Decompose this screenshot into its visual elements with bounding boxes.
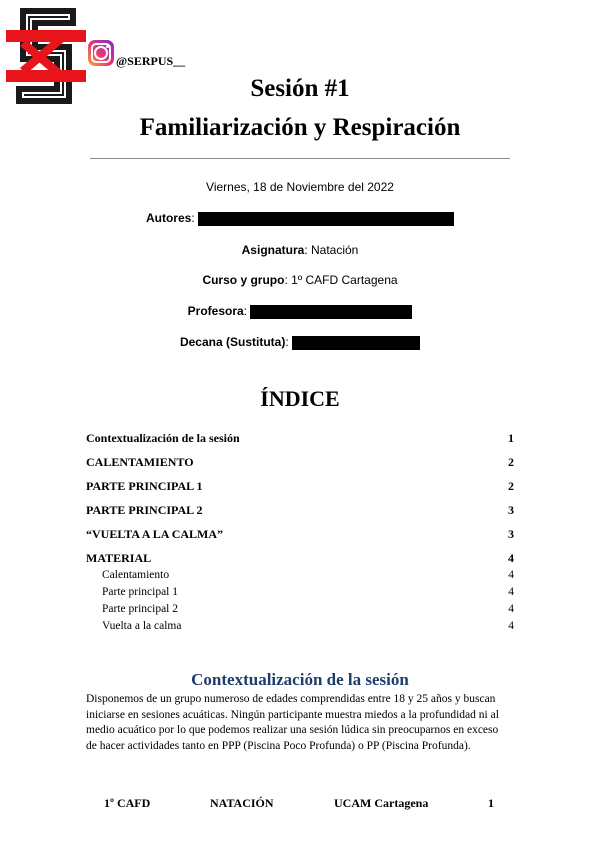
redacted-profesora [250,305,412,319]
footer-institution: UCAM Cartagena [334,796,429,810]
session-subtitle: Familiarización y Respiración [139,114,461,141]
toc-subentry[interactable]: Vuelta a la calma 4 [102,620,514,632]
title-divider [90,158,510,159]
section-body: Disponemos de un grupo numeroso de edades comprendidas entre 18 y 25 años y buscan iniciarse en sesiones acuáticas. Ningún participante muestra miedos a la profundidad ni al medio acuático por lo que podemos realizar una sesión lúdica sin preocuparnos en exceso de hacer actividades tanto en PPP (Piscina Poco Profunda) o PP (Piscina Profunda). [86,693,499,752]
instagram-handle: @SERPUS__ [116,54,186,68]
profesora-label: Profesora [187,304,244,318]
asignatura-value: : Natación [304,243,359,257]
toc-subentry[interactable]: Calentamiento 4 [102,569,514,581]
section-title: Contextualización de la sesión [191,670,409,689]
curso-value: : 1º CAFD Cartagena [284,273,398,287]
session-title: Sesión #1 [250,75,350,102]
toc-entry[interactable]: MATERIAL 4 [86,551,514,565]
toc-subentry[interactable]: Parte principal 1 4 [102,586,514,598]
toc-entry[interactable]: PARTE PRINCIPAL 1 2 [86,479,514,493]
toc-subentry[interactable]: Parte principal 2 4 [102,603,514,615]
redacted-autores [198,212,454,226]
redacted-decana [292,336,420,350]
autores-label: Autores [145,211,192,225]
decana-line: Decana (Sustituta): [0,335,600,350]
curso-line [0,273,600,287]
toc-entry[interactable]: Contextualización de la sesión 1 [86,431,514,445]
footer-course: 1º CAFD [104,796,151,810]
instagram-icon [88,40,114,66]
asignatura-label: Asignatura [241,243,305,257]
date-line: Viernes, 18 de Noviembre del 2022 [206,180,394,194]
toc-entry[interactable]: CALENTAMIENTO 2 [86,455,514,469]
toc-entry[interactable]: PARTE PRINCIPAL 2 3 [86,503,514,517]
footer-subject: NATACIÓN [210,796,274,810]
autores-line: Autores: [0,211,600,226]
curso-label: Curso y grupo [202,273,285,287]
asignatura-line [0,243,600,257]
profesora-line: Profesora: [0,304,600,319]
index-heading: ÍNDICE [260,386,340,411]
decana-label: Decana (Sustituta) [179,335,286,349]
toc-entry[interactable]: “VUELTA A LA CALMA” 3 [86,527,514,541]
footer-page-number: 1 [488,796,494,810]
